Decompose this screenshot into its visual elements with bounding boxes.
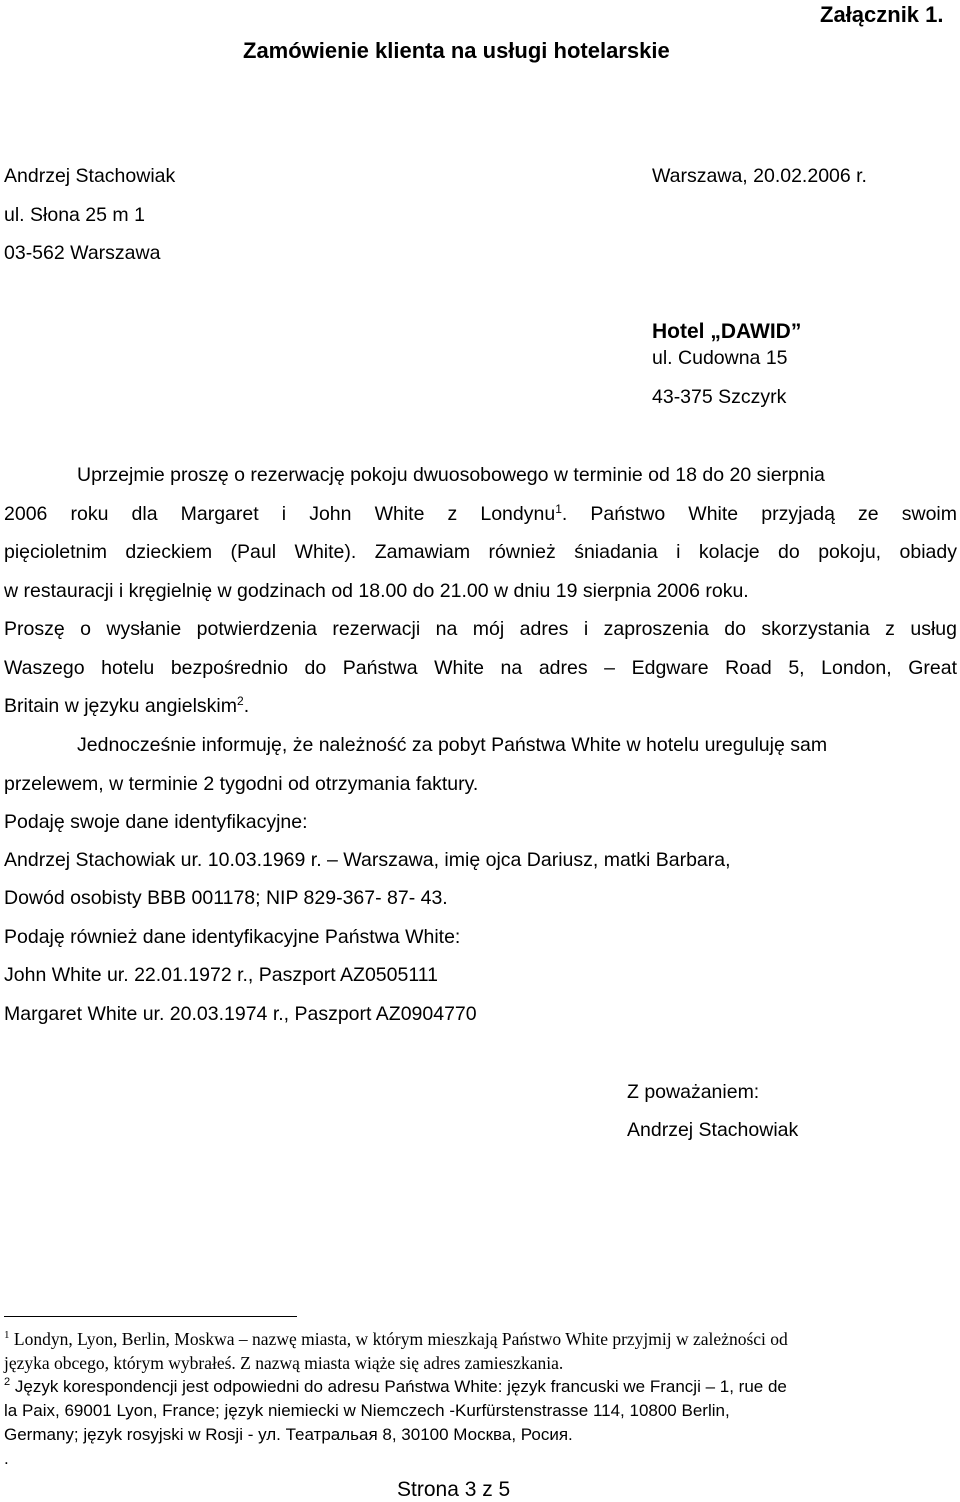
body-paragraph-3	[4, 726, 957, 803]
footnote-2	[4, 1375, 957, 1471]
body-paragraph-1	[4, 456, 957, 610]
body-line-text: Britain w języku angielskim	[4, 695, 238, 717]
place-date: Warszawa, 20.02.2006 r.	[652, 165, 867, 187]
sender-id-document: Dowód osobisty BBB 001178; NIP 829-367- 87- 43.	[4, 887, 448, 909]
body-line	[4, 495, 957, 534]
footnote-text: Język korespondencji jest odpowiedni do adresu Państwa White: język francuski we Francji – 1, rue de	[14, 1377, 787, 1396]
footnote-separator	[4, 1316, 297, 1317]
closing-greeting: Z poważaniem:	[627, 1081, 760, 1103]
body-line-text: . Państwo White przyjadą ze swoim	[561, 502, 957, 525]
footnote-line	[4, 1375, 957, 1399]
body-line: Jednocześnie informuję, że należność za pobyt Państwa White w hotelu ureguluję sam	[77, 734, 828, 756]
recipient-name: Hotel „DAWID”	[652, 320, 802, 343]
page-number: Strona 3 z 5	[397, 1478, 511, 1501]
id-data-heading: Podaję swoje dane identyfikacyjne:	[4, 811, 308, 833]
body-line: Waszego hotelu bezpośrednio do Państwa White na adres – Edgware Road 5, London, Great	[4, 656, 957, 679]
body-line: w restauracji i kręgielnię w godzinach od 18.00 do 21.00 w dniu 19 sierpnia 2006 roku.	[4, 579, 749, 602]
footnote-1	[4, 1327, 957, 1375]
footnote-number: 2	[4, 1376, 11, 1388]
document-title: Zamówienie klienta na usługi hotelarskie	[243, 38, 670, 63]
footnote-number: 1	[4, 1329, 10, 1341]
guest-john-details: John White ur. 22.01.1972 r., Paszport AZ0505111	[4, 964, 438, 986]
sender-name: Andrzej Stachowiak	[4, 165, 176, 187]
recipient-street: ul. Cudowna 15	[652, 347, 788, 369]
body-line	[4, 687, 957, 726]
closing-signature: Andrzej Stachowiak	[627, 1119, 799, 1141]
annex-label: Załącznik 1.	[820, 2, 944, 27]
sender-id-details: Andrzej Stachowiak ur. 10.03.1969 r. – Warszawa, imię ojca Dariusz, matki Barbara,	[4, 849, 731, 871]
guests-id-heading: Podaję również dane identyfikacyjne Państwa White:	[4, 926, 461, 948]
body-line: Uprzejmie proszę o rezerwację pokoju dwuosobowego w terminie od 18 do 20 sierpnia	[77, 464, 825, 486]
sender-street: ul. Słona 25 m 1	[4, 204, 145, 226]
footnote-line: języka obcego, którym wybrałeś. Z nazwą miasta wiąże się adres zamieszkania.	[4, 1353, 564, 1373]
body-line-text: .	[243, 695, 250, 717]
sender-city: 03-562 Warszawa	[4, 242, 161, 264]
guest-margaret-details: Margaret White ur. 20.03.1974 r., Paszport AZ0904770	[4, 1003, 477, 1025]
footnote-line: Germany; język rosyjski w Rosji - ул. Театральая 8, 30100 Москва, Росия.	[4, 1425, 573, 1444]
footnote-line	[4, 1327, 957, 1351]
body-paragraph-2	[4, 610, 957, 726]
recipient-city: 43-375 Szczyrk	[652, 386, 787, 408]
footnote-line: la Paix, 69001 Lyon, France; język niemiecki w Niemczech -Kurfürstenstrasse 114, 10800 Berlin,	[4, 1401, 730, 1420]
footnote-ref-1: 1	[555, 501, 562, 516]
body-line: Proszę o wysłanie potwierdzenia rezerwacji na mój adres i zaproszenia do skorzystania z usług	[4, 618, 957, 640]
body-line: pięcioletnim dzieckiem (Paul White). Zamawiam również śniadania i kolacje do pokoju, obiady	[4, 541, 957, 563]
body-line-text: 2006 roku dla Margaret i John White z Londynu	[4, 502, 556, 525]
footnote-line: .	[4, 1449, 9, 1468]
footnote-text: Londyn, Lyon, Berlin, Moskwa – nazwę miasta, w którym mieszkają Państwo White przyjmij w zależności od	[13, 1329, 788, 1349]
footnote-ref-2: 2	[237, 694, 244, 708]
body-line: przelewem, w terminie 2 tygodni od otrzymania faktury.	[4, 772, 479, 795]
